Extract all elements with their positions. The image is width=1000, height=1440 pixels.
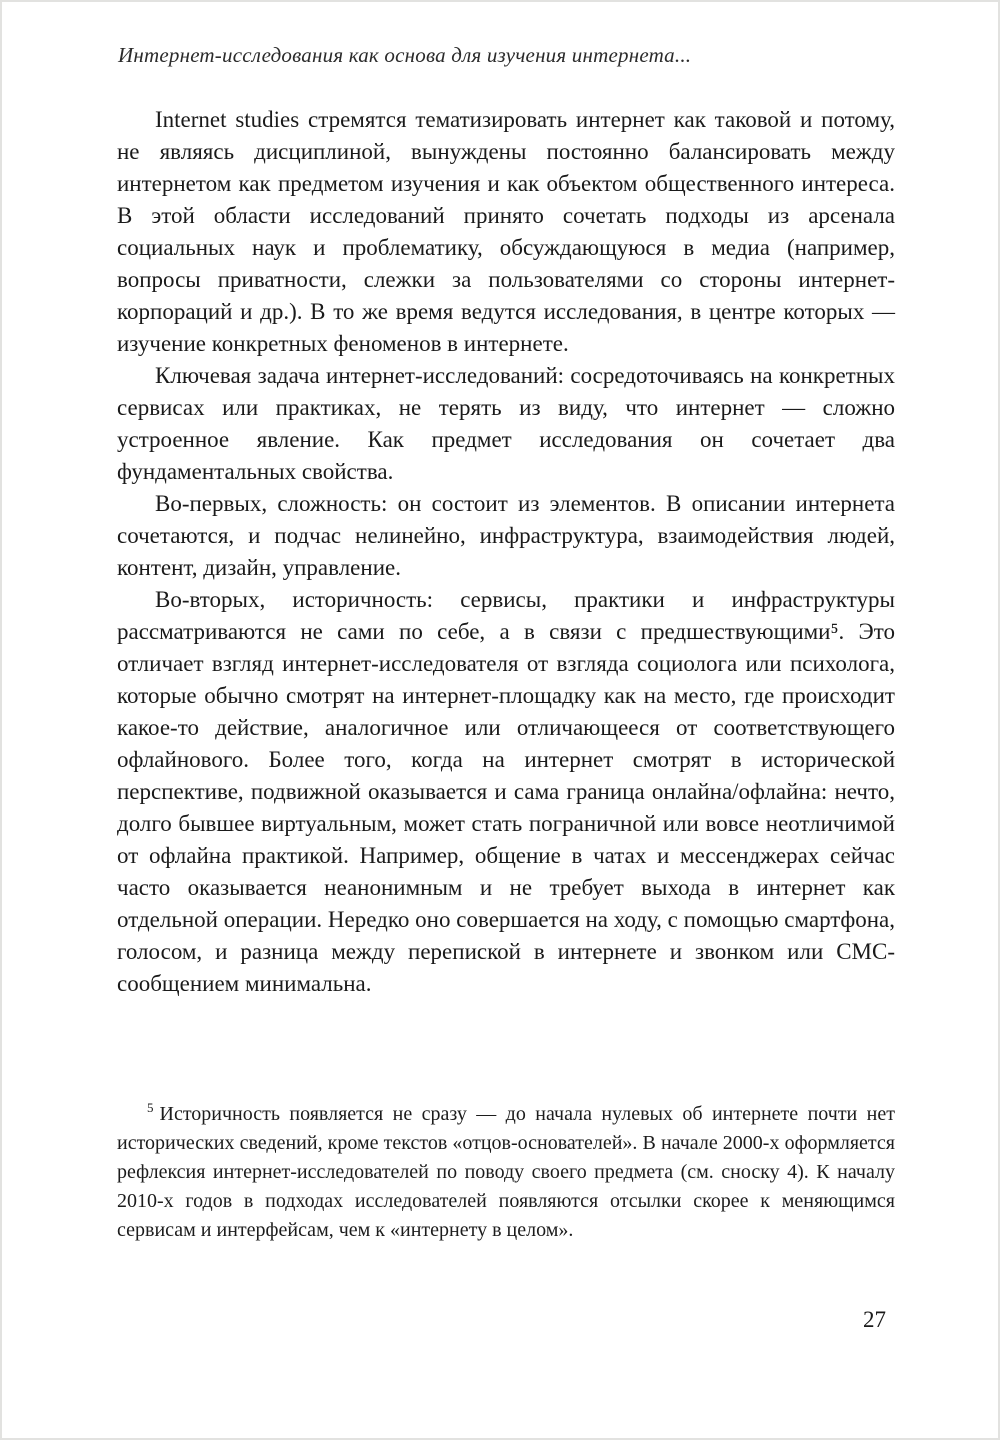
footnote-text: Историчность появляется не сразу — до начала нулевых об интернете почти нет исторических сведений, кроме текстов «отцов-основателей». В начале 2000-х оформляется рефлексия интернет-исследователей по поводу своего предмета (см. сноску 4). К началу 2010-х годов в подходах исследователей появляются отсылки скорее к меняющимся сервисам и интерфейсам, чем к «интернету в целом». <box>117 1103 895 1241</box>
footnote-marker: 5 <box>147 1100 154 1116</box>
running-title: Интернет-исследования как основа для изучения интернета... <box>118 43 692 67</box>
paragraph-2: Ключевая задача интернет-исследований: сосредоточиваясь на конкретных сервисах или практиках, не терять из виду, что интернет — сложно устроенное явление. Как предмет исследования он сочетает два фундаментальных свойства. <box>117 363 895 484</box>
body-text <box>117 104 895 1000</box>
footnote <box>117 1100 895 1245</box>
paragraph-3: Во-первых, сложность: он состоит из элементов. В описании интернета сочетаются, и подчас нелинейно, инфраструктура, взаимодействия людей, контент, дизайн, управление. <box>117 491 895 580</box>
paragraph-4: Во-вторых, историчность: сервисы, практики и инфраструктуры рассматриваются не сами по себе, а в связи с предшествующими⁵. Это отличает взгляд интернет-исследователя от взгляда социолога или психолога, которые обычно смотрят на интернет-площадку как на место, где происходит какое-то действие, аналогичное или отличающееся от соответствующего офлайнового. Более того, когда на интернет смотрят в исторической перспективе, подвижной оказывается и сама граница онлайна/офлайна: нечто, долго бывшее виртуальным, может стать пограничной или вовсе неотличимой от офлайна практикой. Например, общение в чатах и мессенджерах сейчас часто оказывается неанонимным и не требует выхода в интернет как отдельной операции. Нередко оно совершается на ходу, с помощью смартфона, голосом, и разница между перепиской в интернете и звонком или СМС-сообщением минимальна. <box>117 587 895 996</box>
page-number: 27 <box>863 1307 886 1332</box>
paragraph-1: Internet studies стремятся тематизировать интернет как таковой и потому, не являясь дисциплиной, вынуждены постоянно балансировать между интернетом как предметом изучения и как объектом общественного интереса. В этой области исследований принято сочетать подходы из арсенала социальных наук и проблематику, обсуждающуюся в медиа (например, вопросы приватности, слежки за пользователями со стороны интернет-корпораций и др.). В то же время ведутся исследования, в центре которых — изучение конкретных феноменов в интернете. <box>117 107 895 356</box>
